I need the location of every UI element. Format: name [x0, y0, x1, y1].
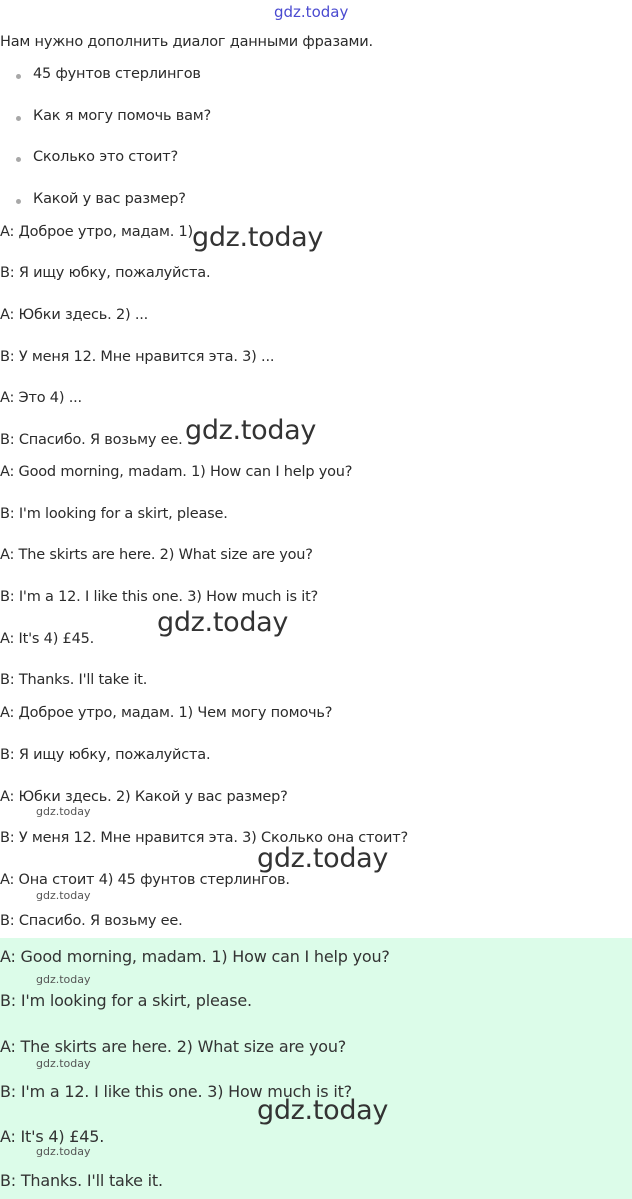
dialog-line: B: У меня 12. Мне нравится эта. 3) Сколько она стоит?: [0, 830, 408, 846]
watermark-large: gdz.today: [257, 1095, 389, 1126]
dialog-line: A: Это 4) ...: [0, 390, 82, 406]
dialog-line: B: Thanks. I'll take it.: [0, 672, 148, 688]
watermark-small: gdz.today: [36, 1145, 91, 1158]
phrase-item: Какой у вас размер?: [33, 191, 186, 207]
dialog-line: A: Good morning, madam. 1) How can I help you?: [0, 464, 353, 480]
dialog-line: A: It's 4) £45.: [0, 631, 95, 647]
dialog-line: A: The skirts are here. 2) What size are you?: [0, 547, 313, 563]
dialog-line: B: Спасибо. Я возьму ее.: [0, 913, 183, 929]
bullet-icon: [16, 74, 21, 79]
watermark-small: gdz.today: [36, 889, 91, 902]
dialog-line: B: Я ищу юбку, пожалуйста.: [0, 265, 211, 281]
watermark-small: gdz.today: [36, 973, 91, 986]
dialog-line: A: Доброе утро, мадам. 1) Чем могу помочь?: [0, 705, 333, 721]
answer-block: [0, 938, 632, 1199]
dialog-line: A: Она стоит 4) 45 фунтов стерлингов.: [0, 872, 290, 888]
watermark-large: gdz.today: [185, 415, 317, 446]
dialog-line: B: Спасибо. Я возьму ее.: [0, 432, 183, 448]
intro-text: Нам нужно дополнить диалог данными фразами.: [0, 34, 373, 50]
watermark-small: gdz.today: [36, 805, 91, 818]
dialog-line: A: Юбки здесь. 2) Какой у вас размер?: [0, 789, 288, 805]
bullet-icon: [16, 157, 21, 162]
answer-line: B: Thanks. I'll take it.: [0, 1171, 163, 1190]
watermark-large: gdz.today: [157, 607, 289, 638]
dialog-line: A: Доброе утро, мадам. 1): [0, 224, 194, 240]
answer-line: B: I'm a 12. I like this one. 3) How much is it?: [0, 1082, 352, 1101]
watermark-top: gdz.today: [274, 3, 349, 21]
watermark-large: gdz.today: [257, 843, 389, 874]
dialog-line: B: У меня 12. Мне нравится эта. 3) ...: [0, 349, 275, 365]
phrase-item: Сколько это стоит?: [33, 149, 178, 165]
bullet-icon: [16, 199, 21, 204]
answer-line: B: I'm looking for a skirt, please.: [0, 991, 252, 1010]
watermark-small: gdz.today: [36, 1057, 91, 1070]
dialog-line: B: I'm looking for a skirt, please.: [0, 506, 228, 522]
dialog-line: A: Юбки здесь. 2) ...: [0, 307, 149, 323]
dialog-line: B: Я ищу юбку, пожалуйста.: [0, 747, 211, 763]
watermark-large: gdz.today: [192, 222, 324, 253]
phrase-item: 45 фунтов стерлингов: [33, 66, 201, 82]
answer-line: A: Good morning, madam. 1) How can I help you?: [0, 947, 390, 966]
phrase-item: Как я могу помочь вам?: [33, 108, 212, 124]
dialog-line: B: I'm a 12. I like this one. 3) How much is it?: [0, 589, 319, 605]
answer-line: A: The skirts are here. 2) What size are you?: [0, 1037, 347, 1056]
bullet-icon: [16, 116, 21, 121]
answer-line: A: It's 4) £45.: [0, 1127, 105, 1146]
